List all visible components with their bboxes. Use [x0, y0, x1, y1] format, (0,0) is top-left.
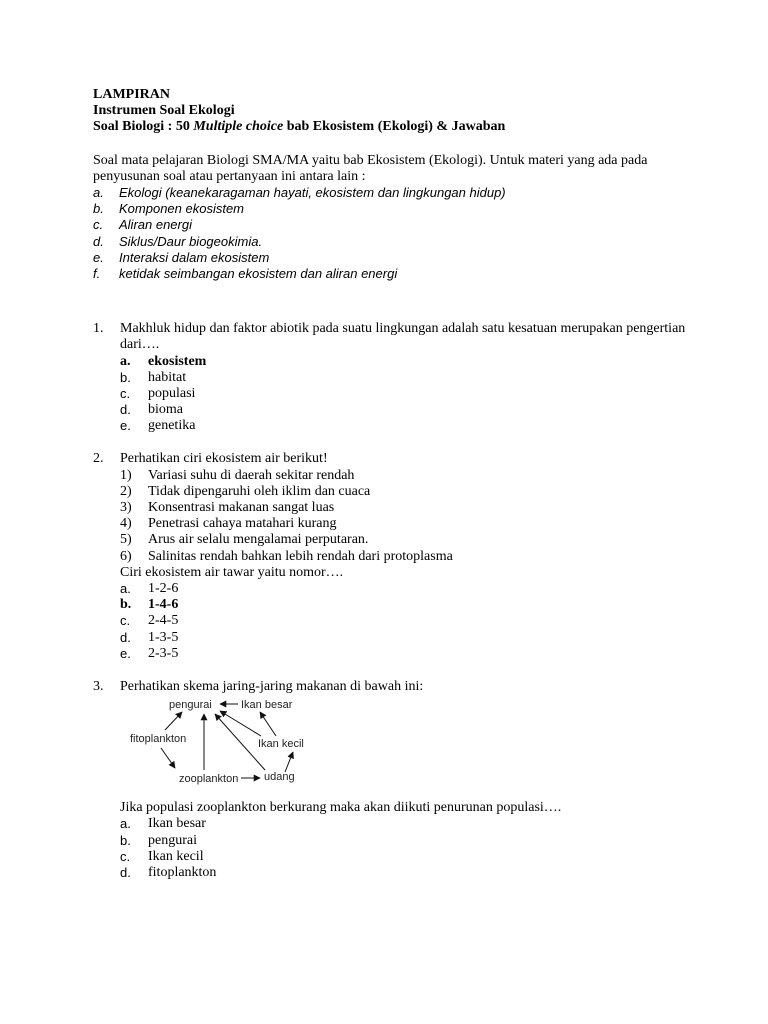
list-item: 4) Penetrasi cahaya matahari kurang [120, 516, 337, 532]
option-d: d. fitoplankton [120, 864, 217, 880]
option-b: b. habitat [120, 369, 187, 385]
arrow-fito-zoo [161, 748, 175, 768]
option-a: a. ekosistem [120, 353, 207, 369]
option-a: a. Ikan besar [120, 816, 206, 832]
label-fitoplankton: fitoplankton [130, 733, 187, 746]
title-lampiran: LAMPIRAN [93, 87, 170, 102]
statement-list [120, 468, 693, 565]
arrow-udang-ikankecil [285, 752, 293, 772]
label-ikan-besar: Ikan besar [241, 699, 293, 712]
food-web-svg [119, 696, 319, 796]
option-e: e. genetika [120, 418, 196, 434]
list-item: 1) Variasi suhu di daerah sekitar rendah [120, 467, 355, 483]
question-prompt: Ciri ekosistem air tawar yaitu nomor…. [120, 564, 344, 580]
question-text: Perhatikan skema jaring-jaring makanan di bawah ini: [120, 678, 424, 694]
option-d: d. 1-3-5 [120, 629, 179, 645]
list-item: c. Aliran energi [93, 217, 192, 233]
question-number: 1. [93, 321, 104, 337]
list-item: f. ketidak seimbangan ekosistem dan aliran energi [93, 265, 398, 281]
question-text: Makhluk hidup dan faktor abiotik pada suatu lingkungan adalah satu kesatuan merupakan pengertian dari…. [120, 321, 686, 353]
question-text: Perhatikan ciri ekosistem air berikut! [120, 451, 328, 467]
list-item: d. Siklus/Daur biogeokimia. [93, 233, 263, 249]
option-e: e. 2-3-5 [120, 645, 179, 661]
option-c: c. populasi [120, 385, 196, 401]
title-soal-suffix: bab Ekosistem (Ekologi) & Jawaban [283, 119, 506, 135]
option-b: b. pengurai [120, 832, 197, 848]
option-b: b. 1-4-6 [120, 597, 179, 613]
list-item: b. Komponen ekosistem [93, 201, 245, 217]
option-c: c. Ikan kecil [120, 848, 204, 864]
question-1 [93, 321, 693, 434]
question-number: 3. [93, 678, 104, 694]
list-item: 6) Salinitas rendah bahkan lebih rendah dari protoplasma [120, 548, 453, 564]
option-list [120, 816, 693, 881]
arrow-fito-pengurai [165, 712, 182, 730]
option-d: d. bioma [120, 402, 183, 418]
label-udang: udang [264, 771, 295, 784]
option-a: a. 1-2-6 [120, 581, 179, 597]
label-zooplankton: zooplankton [179, 773, 239, 786]
title-soal-prefix: Soal Biologi : 50 [93, 119, 194, 135]
label-ikan-kecil: Ikan kecil [258, 738, 304, 751]
list-item: 2) Tidak dipengaruhi oleh iklim dan cuaca [120, 483, 371, 499]
intro-paragraph: Soal mata pelajaran Biologi SMA/MA yaitu bab Ekosistem (Ekologi). Untuk materi yang ada pada penyusunan soal atau pertanyaan ini antara lain : [93, 152, 648, 184]
option-list [120, 354, 693, 435]
list-item: 3) Konsentrasi makanan sangat luas [120, 500, 335, 516]
document-page [93, 87, 693, 881]
question-number: 2. [93, 451, 104, 467]
arrow-ikankecil-pengurai [220, 711, 261, 736]
option-list [120, 581, 693, 662]
topic-list [93, 185, 693, 282]
question-2 [93, 451, 693, 661]
list-item: e. Interaksi dalam ekosistem [93, 249, 270, 265]
title-soal-italic: Multiple choice [193, 119, 284, 135]
question-3 [93, 679, 693, 881]
list-item: a. Ekologi (keanekaragaman hayati, ekosistem dan lingkungan hidup) [93, 185, 506, 201]
option-c: c. 2-4-5 [120, 613, 179, 629]
arrow-ikankecil-ikanbesar [260, 712, 276, 736]
question-prompt: Jika populasi zooplankton berkurang maka akan diikuti penurunan populasi…. [120, 800, 562, 816]
food-web-diagram [119, 696, 319, 796]
label-pengurai: pengurai [169, 699, 212, 712]
title-soal [93, 119, 693, 135]
title-instrumen: Instrumen Soal Ekologi [93, 103, 235, 119]
list-item: 5) Arus air selalu mengalamai perputaran. [120, 532, 369, 548]
